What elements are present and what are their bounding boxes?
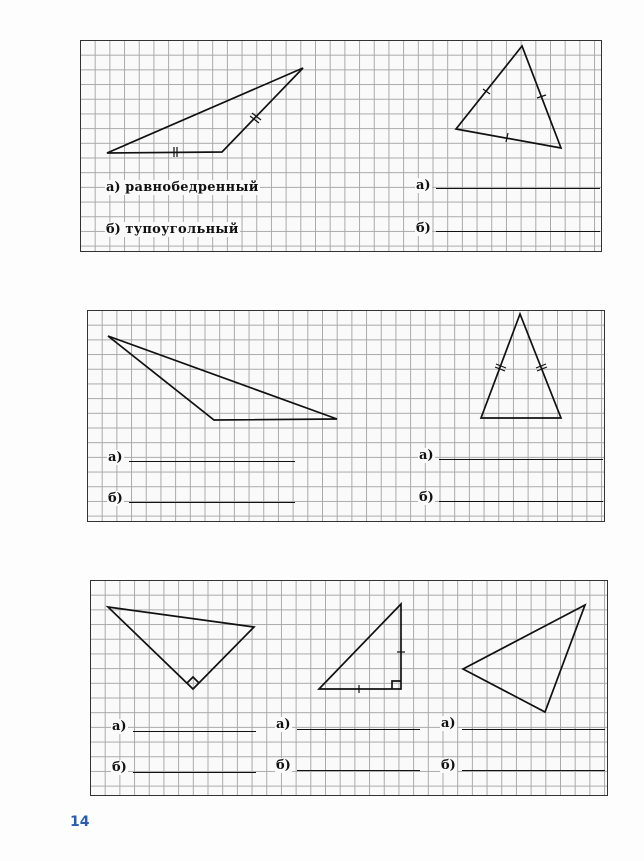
triangle-right-rotated <box>108 607 254 689</box>
label-a: а) <box>106 180 121 195</box>
left-item-a <box>105 180 260 195</box>
answer-line-right-a[interactable] <box>439 459 603 460</box>
grid-panel-1 <box>80 40 602 252</box>
col3-label-b: б) <box>441 758 456 773</box>
answer-line-right-a[interactable] <box>436 188 600 189</box>
triangle-acute <box>463 605 585 712</box>
triangle-isosceles-obtuse <box>107 68 303 153</box>
col1-label-a: а) <box>112 719 127 734</box>
answer-line-col3-a[interactable] <box>462 729 605 730</box>
page-number: 14 <box>70 814 90 830</box>
col2-label-b: б) <box>276 758 291 773</box>
left-item-b <box>105 222 240 237</box>
triangle-obtuse-2 <box>108 336 337 420</box>
col3-label-a: а) <box>441 716 456 731</box>
grid-panel-3 <box>90 580 608 796</box>
answer-text-isosceles: равнобедренный <box>125 180 259 195</box>
grid-panel-2 <box>87 310 605 522</box>
left-label-a: а) <box>108 450 123 465</box>
right-angle-mark-2 <box>392 681 401 689</box>
answer-text-obtuse: тупоугольный <box>125 222 239 237</box>
answer-line-right-b[interactable] <box>439 501 603 502</box>
col2-label-a: а) <box>276 717 291 732</box>
right-angle-mark-1 <box>187 677 199 683</box>
right-label-a: а) <box>416 178 431 193</box>
answer-line-col2-b[interactable] <box>297 770 420 771</box>
answer-line-col3-b[interactable] <box>462 770 605 771</box>
answer-line-right-b[interactable] <box>436 231 600 232</box>
right-label-a: а) <box>419 448 434 463</box>
label-b: б) <box>106 222 121 237</box>
col1-label-b: б) <box>112 760 127 775</box>
answer-line-left-a[interactable] <box>129 461 295 462</box>
triangle-isosceles-2 <box>481 314 561 418</box>
panel-3-figures <box>91 581 609 797</box>
right-label-b: б) <box>419 490 434 505</box>
answer-line-col2-a[interactable] <box>297 729 420 730</box>
triangle-equilateral <box>456 46 561 148</box>
triangle-right-isosceles <box>319 604 401 689</box>
answer-line-col1-b[interactable] <box>133 772 256 773</box>
left-label-b: б) <box>108 491 123 506</box>
answer-line-col1-a[interactable] <box>133 731 256 732</box>
answer-line-left-b[interactable] <box>129 502 295 503</box>
right-label-b: б) <box>416 221 431 236</box>
panel-2-figures <box>88 311 606 523</box>
